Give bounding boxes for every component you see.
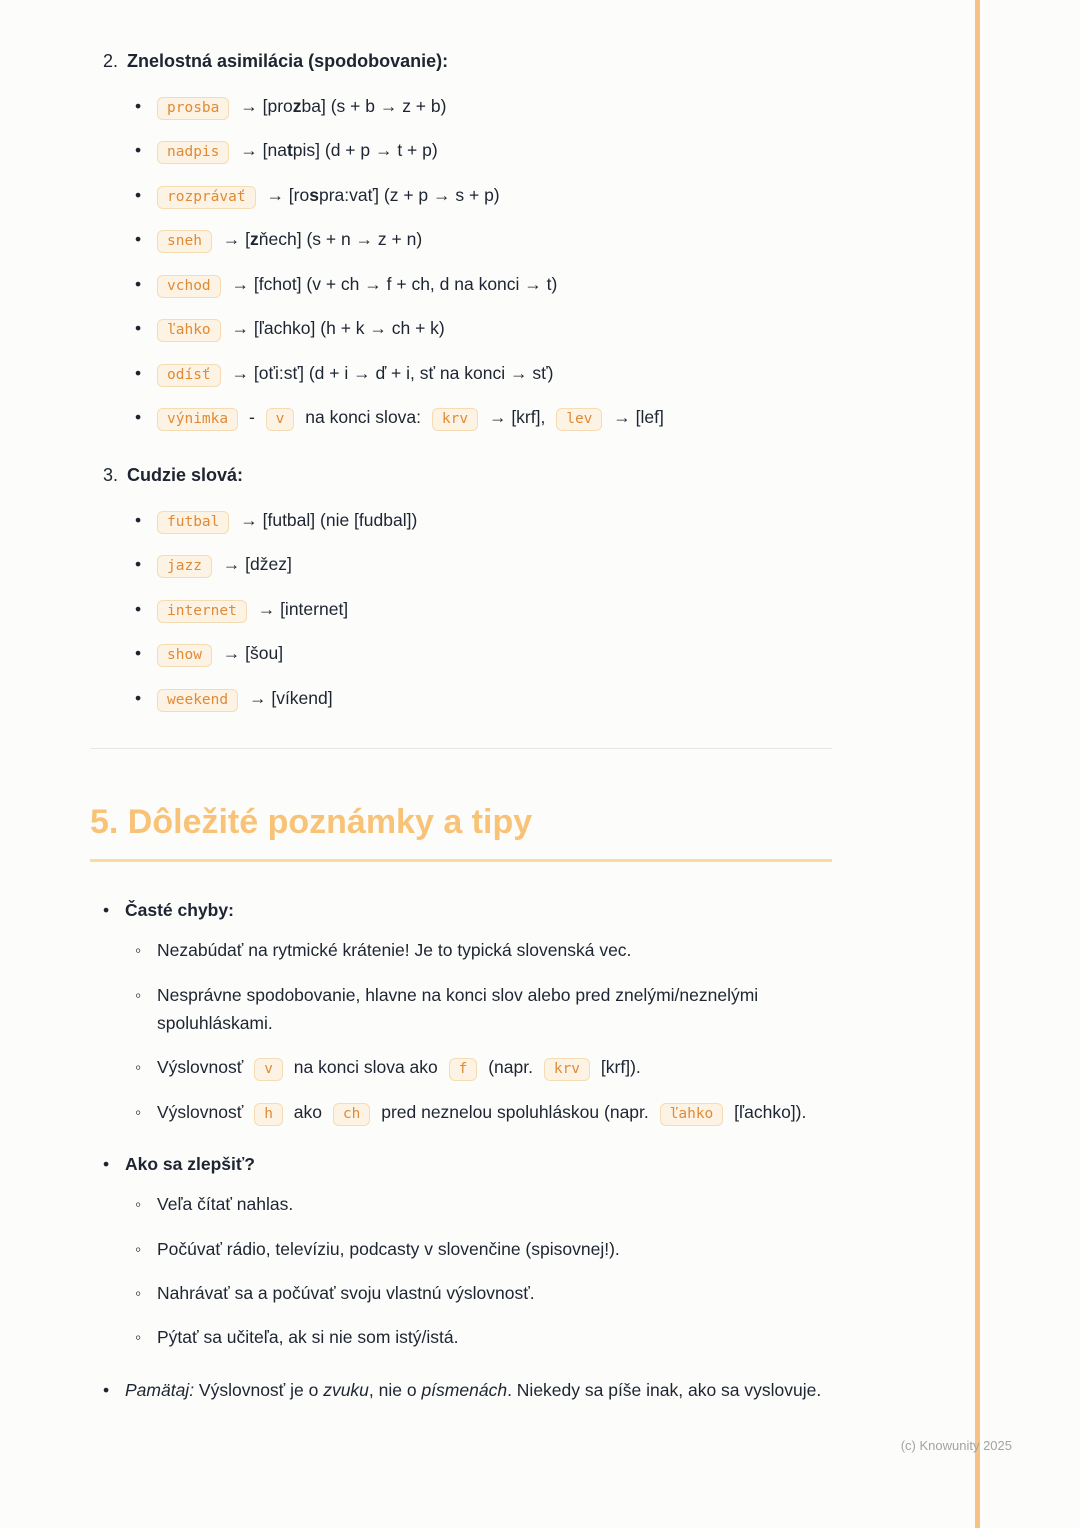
code-chip: show — [157, 644, 212, 667]
code-chip: sneh — [157, 230, 212, 253]
text-segment: → [šou] — [217, 643, 284, 664]
text-segment: → [ — [217, 229, 251, 250]
code-chip: odísť — [157, 364, 221, 387]
code-chip: weekend — [157, 689, 238, 712]
code-chip: jazz — [157, 555, 212, 578]
list-item — [157, 270, 832, 298]
text-segment: → [na — [235, 140, 287, 161]
text-segment: Počúvať rádio, televíziu, podcasty v slovenčine (spisovnej!). — [157, 1238, 620, 1259]
code-chip: vchod — [157, 275, 221, 298]
list-item — [157, 1053, 832, 1081]
list-item-text — [157, 274, 557, 294]
code-chip: ľahko — [660, 1103, 724, 1126]
text-segment: s — [309, 184, 319, 205]
list-item-text — [157, 599, 348, 619]
text-segment: Výslovnosť je o — [194, 1379, 324, 1400]
list-item-text — [125, 1380, 821, 1400]
section-title: Znelostná asimilácia (spodobovanie): — [127, 51, 449, 71]
text-segment: → [víkend] — [244, 687, 333, 708]
text-segment: [krf]). — [596, 1057, 641, 1078]
spodobovanie-list — [90, 92, 832, 432]
code-chip: krv — [544, 1058, 590, 1081]
text-segment: pis] (d + p → t + p) — [292, 140, 438, 161]
code-chip: v — [254, 1058, 283, 1081]
pamataj-note — [90, 1376, 832, 1404]
text-segment: ba] (s + b → z + b) — [301, 96, 447, 116]
list-item — [157, 981, 832, 1038]
code-chip: výnimka — [157, 408, 238, 431]
list-item-text — [157, 1327, 459, 1347]
section-number: 2. — [103, 51, 119, 71]
list-item — [157, 550, 832, 578]
text-segment: Nezabúdať na rytmické krátenie! Je to typická slovenská vec. — [157, 940, 632, 961]
section-divider — [90, 748, 832, 749]
list-item — [157, 595, 832, 623]
list-item — [157, 314, 832, 342]
text-segment: na konci slova ako — [288, 1057, 443, 1078]
copyright-footer: (c) Knowunity 2025 — [900, 1438, 1012, 1453]
text-segment: Pamätaj: — [125, 1379, 195, 1400]
list-item-text — [157, 510, 417, 530]
list-item — [157, 506, 832, 534]
caste-chyby-list — [90, 936, 832, 1126]
text-segment: [ľachko]). — [729, 1101, 807, 1122]
text-segment: Pýtať sa učiteľa, ak si nie som istý/istá. — [157, 1327, 459, 1348]
list-item — [157, 359, 832, 387]
list-item-text — [157, 318, 445, 338]
code-chip: internet — [157, 600, 247, 623]
code-chip: lev — [556, 408, 602, 431]
text-segment: pred neznelou spoluhláskou (napr. — [376, 1101, 654, 1122]
tips-block-title: • Ako sa zlepšiť? — [90, 1150, 832, 1178]
text-segment: → [futbal] (nie [fudbal]) — [235, 509, 418, 530]
code-chip: v — [266, 408, 295, 431]
text-segment: → [ro — [261, 184, 310, 205]
list-item — [157, 1235, 832, 1263]
list-item-text — [157, 140, 438, 160]
text-segment: Výslovnosť — [157, 1057, 249, 1078]
tips-block-ako-sa-zlepsit — [90, 1150, 832, 1351]
list-item — [157, 1279, 832, 1307]
text-segment: zvuku — [323, 1379, 369, 1400]
code-chip: krv — [432, 408, 478, 431]
text-segment: Veľa čítať nahlas. — [157, 1194, 294, 1215]
section-heading-cudzie-slova — [90, 462, 832, 488]
text-segment: → [lef] — [608, 407, 664, 428]
page-edge-accent — [975, 0, 980, 1528]
document-content — [90, 48, 832, 1428]
text-segment: z — [292, 96, 302, 116]
text-segment: písmenách — [421, 1379, 508, 1400]
text-segment: → [ľachko] (h + k → ch + k) — [226, 318, 445, 339]
list-item-text — [157, 1283, 535, 1303]
text-segment: - — [244, 407, 260, 428]
list-item — [157, 684, 832, 712]
text-segment: → [internet] — [252, 598, 349, 619]
text-segment: z — [250, 229, 259, 250]
list-item-text — [157, 185, 500, 205]
list-item-text — [157, 96, 446, 116]
code-chip: rozprávať — [157, 186, 256, 209]
code-chip: ľahko — [157, 319, 221, 342]
ako-sa-zlepsit-list — [90, 1190, 832, 1351]
list-item-text — [157, 1239, 620, 1259]
text-segment: → [pro — [235, 96, 293, 116]
text-segment: Nesprávne spodobovanie, hlavne na konci slov alebo pred znelými/neznelými spoluhláskami. — [157, 984, 759, 1033]
text-segment: . Niekedy sa píše inak, ako sa vyslovuje. — [507, 1379, 822, 1400]
list-item-text — [157, 643, 283, 663]
text-segment: → [džez] — [217, 554, 292, 575]
code-chip: futbal — [157, 511, 229, 534]
list-item — [157, 1190, 832, 1218]
code-chip: h — [254, 1103, 283, 1126]
list-item-text — [157, 407, 664, 427]
list-item — [157, 181, 832, 209]
text-segment: Nahrávať sa a počúvať svoju vlastnú výslovnosť. — [157, 1282, 535, 1303]
list-item-text — [157, 688, 333, 708]
text-segment: → [krf], — [484, 407, 551, 428]
list-item — [157, 1323, 832, 1351]
text-segment: t — [286, 140, 293, 161]
cudzie-slova-list — [90, 506, 832, 712]
list-item — [157, 1098, 832, 1126]
list-item-text — [157, 1194, 293, 1214]
text-segment: , nie o — [368, 1379, 422, 1400]
section-heading-spodobovanie — [90, 48, 832, 74]
text-segment: pra:vať] (z + p → s + p) — [318, 184, 500, 205]
list-item-text — [157, 229, 422, 249]
list-item — [157, 403, 832, 431]
code-chip: ch — [333, 1103, 370, 1126]
list-item-text — [157, 940, 631, 960]
list-item-text — [157, 985, 758, 1033]
text-segment: Výslovnosť — [157, 1101, 249, 1122]
list-item-text — [157, 1102, 806, 1122]
code-chip: prosba — [157, 97, 229, 120]
tips-block-title: • Časté chyby: — [90, 896, 832, 924]
list-item-text — [157, 363, 553, 383]
text-segment: → [fchot] (v + ch → f + ch, d na konci → t) — [226, 273, 558, 294]
section-number: 3. — [103, 464, 119, 485]
tips-block-caste-chyby — [90, 896, 832, 1126]
tips-section — [90, 896, 832, 1404]
list-item-text — [157, 554, 292, 574]
list-item-text — [157, 1057, 641, 1077]
list-item — [157, 639, 832, 667]
code-chip: f — [449, 1058, 478, 1081]
text-segment: → [oťi:sť] (d + i → ď + i, sť na konci → sť) — [226, 362, 554, 383]
code-chip: nadpis — [157, 141, 229, 164]
list-item — [157, 936, 832, 964]
text-segment: ňech] (s + n → z + n) — [258, 229, 423, 250]
list-item — [157, 136, 832, 164]
tips-heading-underline — [90, 859, 832, 862]
list-item — [125, 1376, 832, 1404]
text-segment: (napr. — [483, 1057, 538, 1078]
section-title: Cudzie slová: — [127, 464, 244, 485]
tips-section-heading: 5. Dôležité poznámky a tipy — [90, 803, 533, 842]
list-item — [157, 225, 832, 253]
text-segment: ako — [288, 1101, 327, 1122]
text-segment: na konci slova: — [300, 407, 426, 428]
list-item — [157, 92, 832, 120]
